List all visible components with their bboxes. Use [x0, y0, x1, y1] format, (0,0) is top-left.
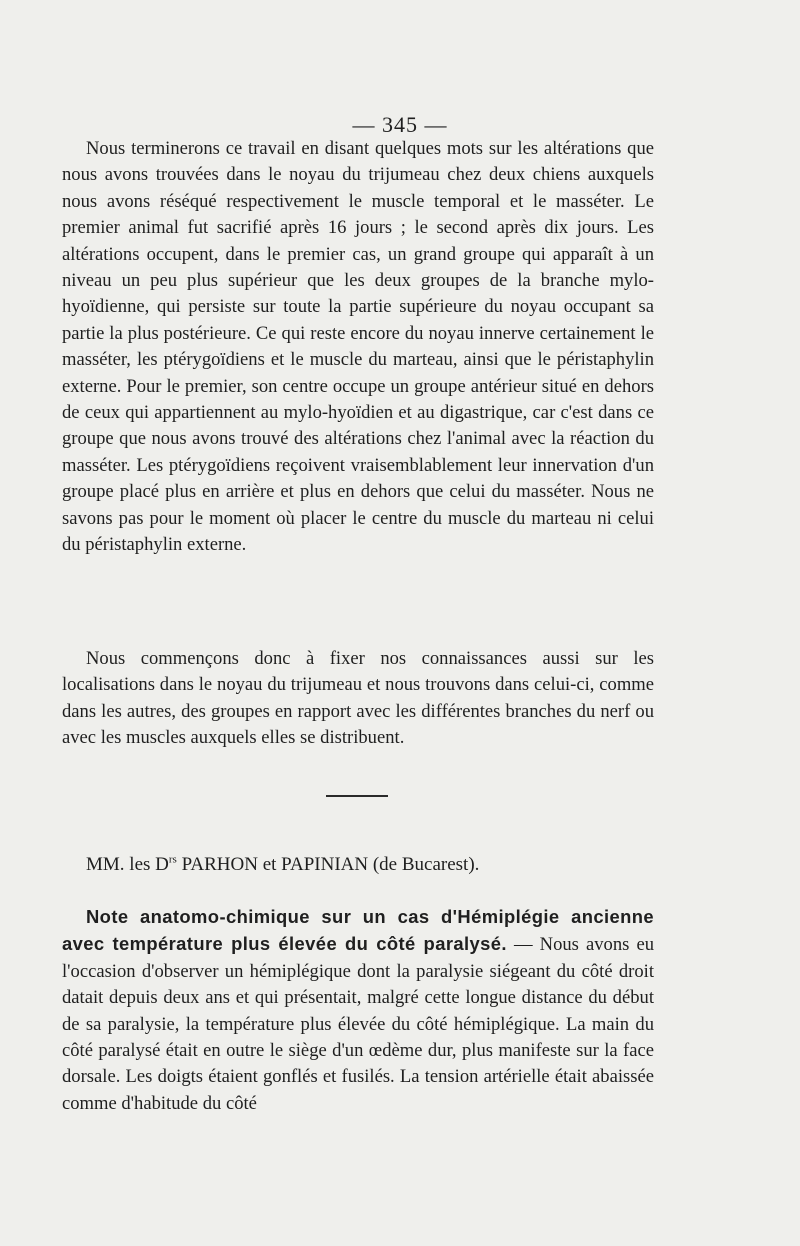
- page-number: — 345 —: [352, 112, 448, 137]
- authors-title-superscript: rs: [168, 853, 177, 866]
- note-body: — Nous avons eu l'occasion d'observer un hémiplégique dont la paralysie siégeant du côté droit datait depuis deux ans et qui présentait, malgré cette longue distance du début de sa paralysie, la température plus élevée du côté hémiplégique. La main du côté paralysé était en outre le siège d'un œdème dur, plus manifeste sur la face dorsale. Les doigts étaient gonflés et fusilés. La tension artérielle était abaissée comme d'habitude du côté: [62, 934, 655, 1114]
- authors-names: PARHON et PAPINIAN (de Bucarest).: [176, 854, 480, 875]
- authors-line: [86, 852, 479, 878]
- paragraph-text: Nous commençons donc à fixer nos connaissances aussi sur les localisations dans le noyau du trijumeau et nous trouvons dans celui-ci, comme dans les autres, des groupes en rapport avec les différentes branches du nerf ou avec les muscles auxquels elles se distribuent.: [62, 648, 654, 749]
- authors-prefix: MM. les D: [86, 854, 169, 875]
- paragraph-text: Nous terminerons ce travail en disant quelques mots sur les altérations que nous avons trouvées dans le noyau du trijumeau chez deux chiens auxquels nous avons réséqué respectivement le muscle temporal et le masséter. Le premier animal fut sacrifié après 16 jours ; le second après dix jours. Les altérations occupent, dans le premier cas, un grand groupe qui apparaît à un niveau un peu plus supérieur que les deux groupes de la branche mylo-hyoïdienne, qui persiste sur toute la partie supérieure du noyau occupant sa partie la plus postérieure. Ce qui reste encore du noyau innerve certainement le masséter, les ptérygoïdiens et le muscle du marteau, ainsi que le péristaphylin externe. Pour le premier, son centre occupe un groupe antérieur situé en dehors de ceux qui appartiennent au mylo-hyoïdien et au digastrique, car c'est dans ce groupe que nous avons trouvé des altérations chez l'animal avec la réaction du masséter. Les ptérygoïdiens reçoivent vraisemblablement leur innervation d'un groupe placé plus en arrière et plus en dehors que celui du masséter. Nous ne savons pas pour le moment où placer le centre du muscle du marteau ni celui du péristaphylin externe.: [62, 138, 654, 556]
- note-title: Note anatomo-chimique sur un cas d'Hémiplégie ancienne avec température plus élevée du côté paralysé.: [62, 906, 654, 955]
- note-paragraph: [62, 904, 654, 1117]
- note-section: [62, 904, 654, 1117]
- paragraph-trijumeau-findings: [62, 136, 654, 559]
- section-separator: [326, 795, 388, 797]
- paragraph-localisations: [62, 646, 654, 752]
